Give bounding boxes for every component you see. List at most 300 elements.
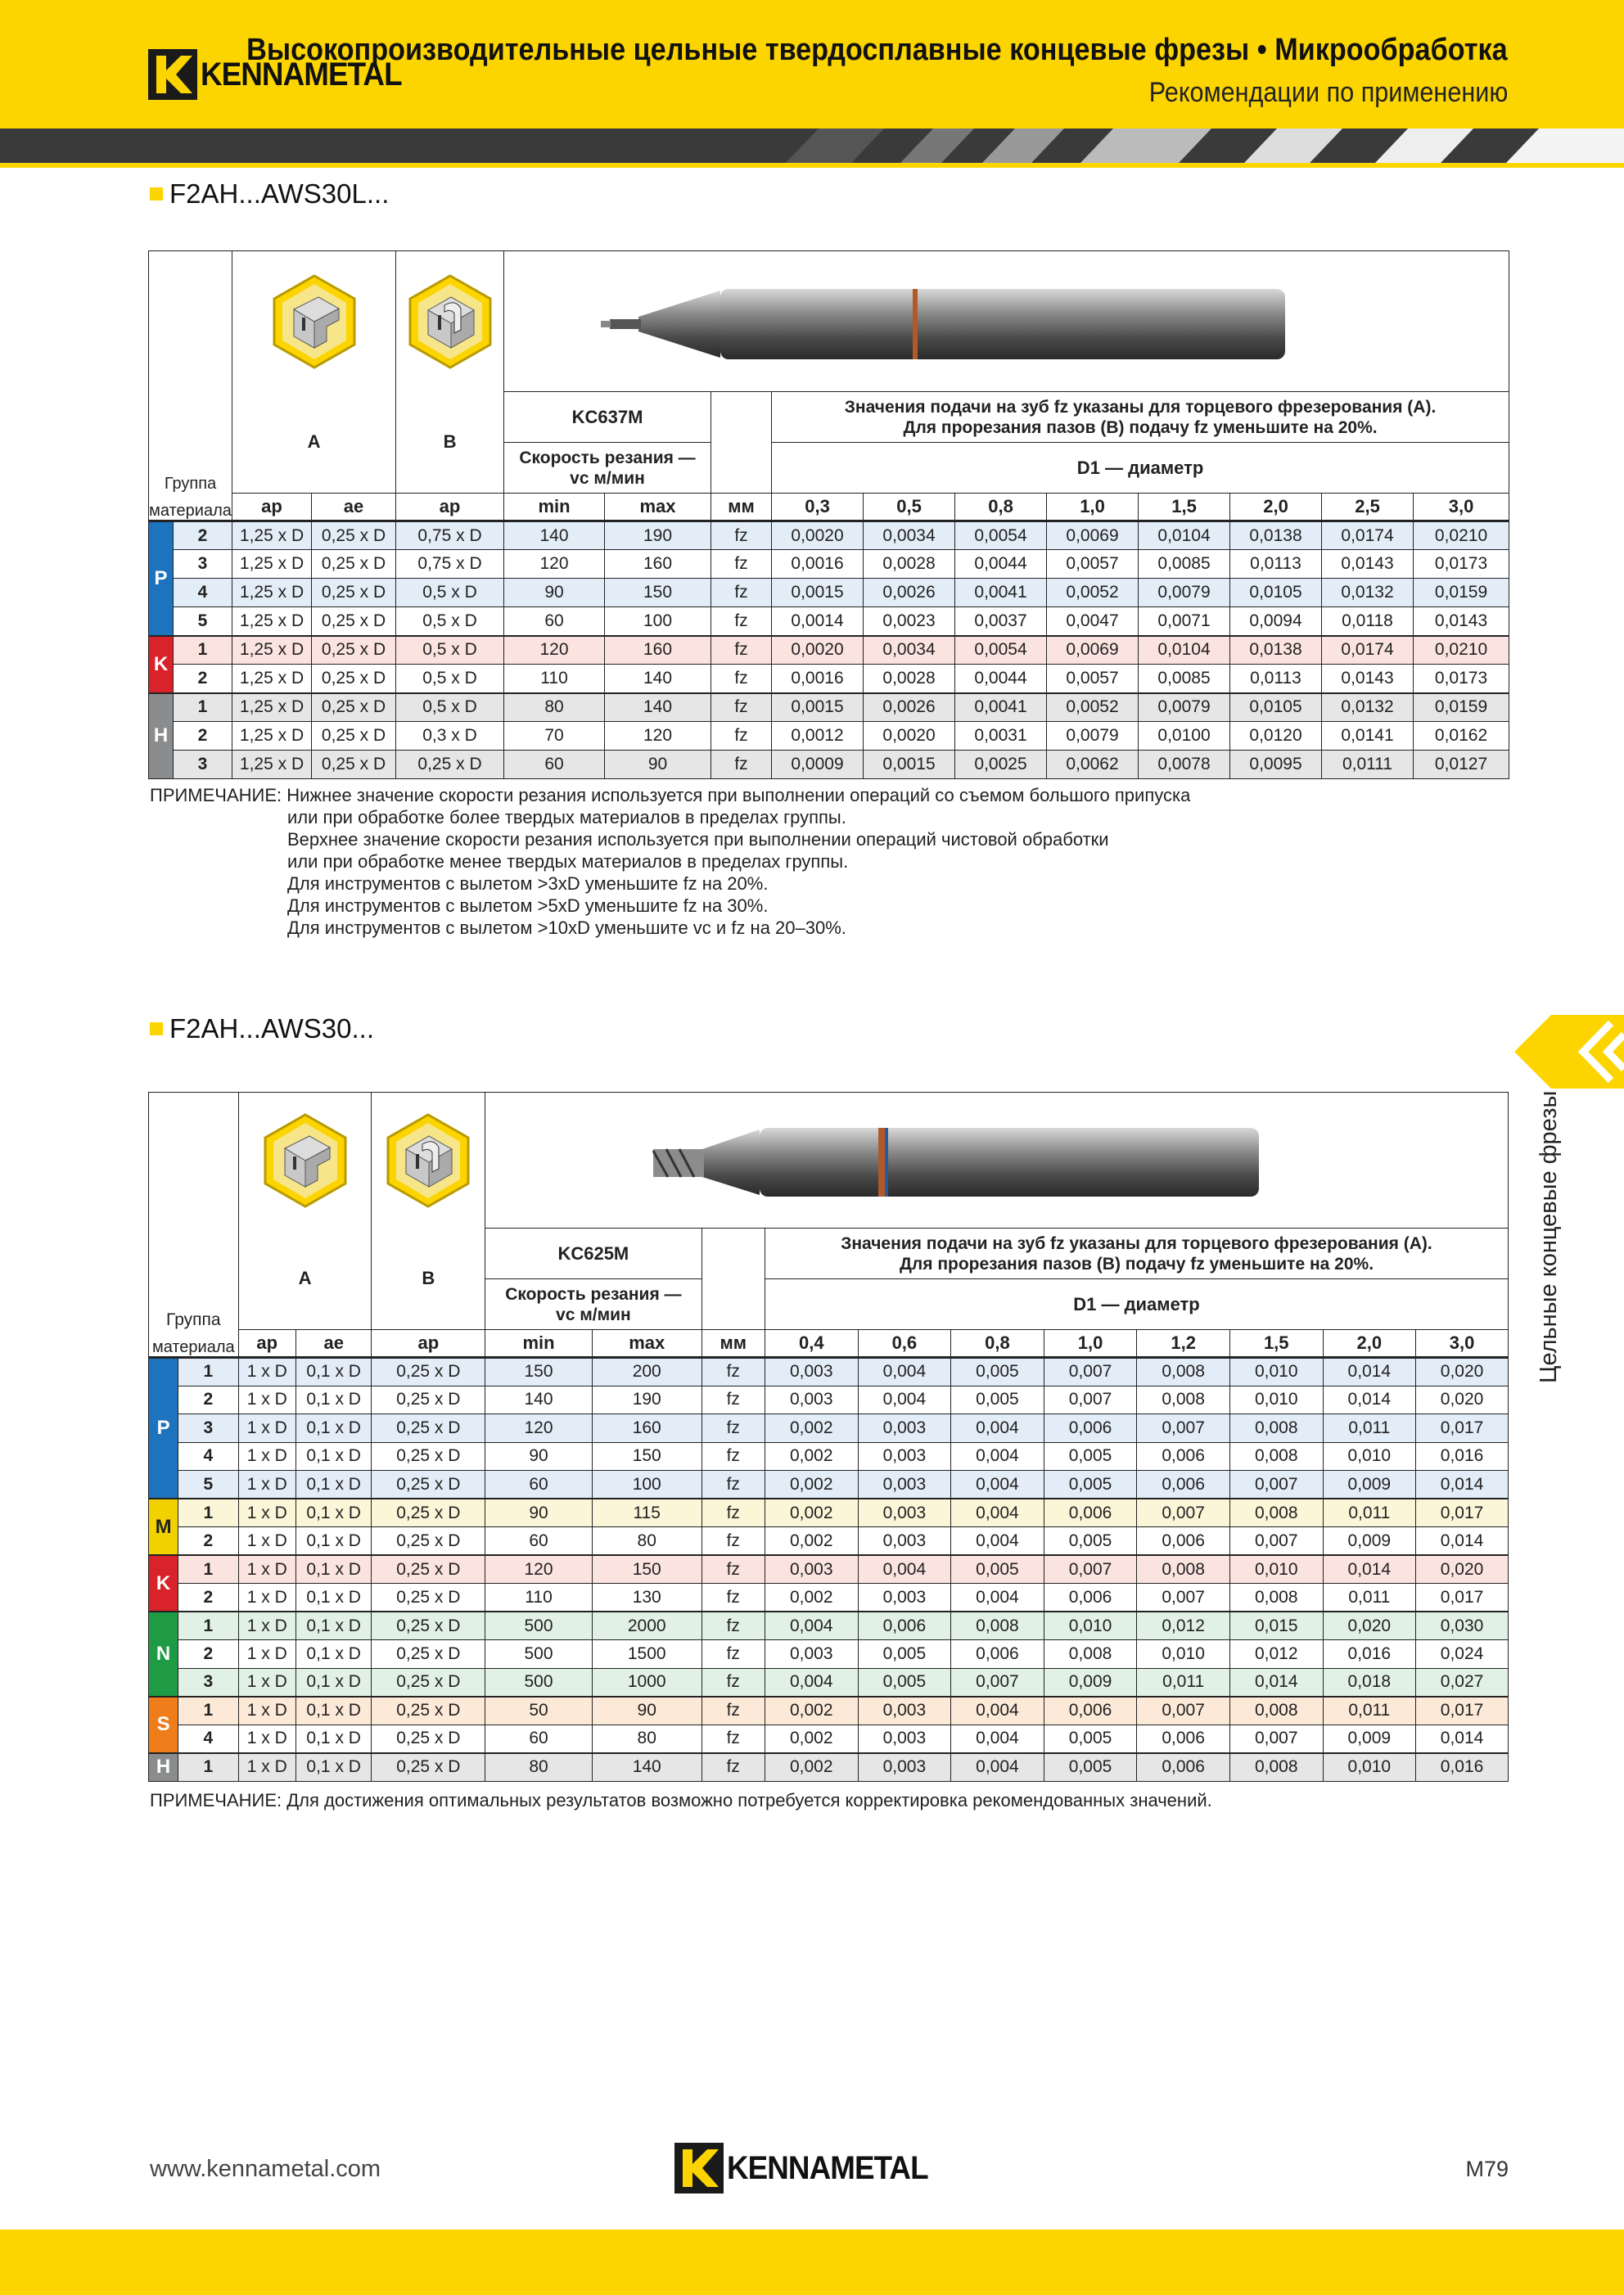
- vc-max: 100: [592, 1471, 701, 1499]
- fz-3: 0,006: [1044, 1499, 1137, 1527]
- material-group-S: S: [149, 1697, 178, 1753]
- fz-4: 0,0071: [1139, 607, 1230, 636]
- fz-7: 0,0173: [1414, 550, 1509, 579]
- fz-2: 0,004: [951, 1527, 1044, 1556]
- fz-4: 0,006: [1137, 1442, 1230, 1471]
- vc-min: 140: [485, 1386, 593, 1414]
- fz-3: 0,005: [1044, 1471, 1137, 1499]
- subgroup: 5: [174, 607, 232, 636]
- application-table-1: [148, 250, 1509, 779]
- table-row: [149, 1612, 1509, 1640]
- fz-4: 0,006: [1137, 1753, 1230, 1782]
- subgroup: 1: [178, 1697, 238, 1725]
- fz-5: 0,015: [1229, 1612, 1323, 1640]
- tool-image-cell: [485, 1093, 1509, 1229]
- note-2: [150, 1789, 1212, 1811]
- fz-3: 0,007: [1044, 1386, 1137, 1414]
- ap: 1 x D: [238, 1386, 295, 1414]
- col-A-header: A: [232, 392, 396, 494]
- group-label-top: [149, 251, 232, 494]
- ae: 0,1 x D: [295, 1499, 371, 1527]
- table-row: [149, 1527, 1509, 1556]
- fz-2: 0,0054: [955, 521, 1047, 550]
- unit: fz: [711, 607, 772, 636]
- fz-6: 0,0132: [1322, 579, 1414, 607]
- subgroup: 2: [174, 521, 232, 550]
- fz-4: 0,011: [1137, 1668, 1230, 1697]
- ap-slot: 0,25 x D: [372, 1668, 485, 1697]
- feed-note-line-2: Для прорезания пазов (B) подачу fz уменьшите на 20%.: [899, 1254, 1374, 1274]
- fz-2: 0,005: [951, 1555, 1044, 1584]
- vc-min: 500: [485, 1668, 593, 1697]
- vc-min: 80: [504, 693, 605, 722]
- fz-2: 0,004: [951, 1725, 1044, 1753]
- diameter-6: 2,0: [1323, 1330, 1416, 1358]
- apB-header: ap: [372, 1330, 485, 1358]
- vc-max: 100: [605, 607, 711, 636]
- unit: fz: [701, 1499, 765, 1527]
- vc-max: 190: [605, 521, 711, 550]
- vc-min: 110: [485, 1584, 593, 1612]
- ae: 0,25 x D: [312, 521, 396, 550]
- speed-header: Скорость резания — vc м/мин: [504, 443, 711, 494]
- table-row: [149, 722, 1509, 751]
- ap-slot: 0,25 x D: [372, 1584, 485, 1612]
- ap: 1,25 x D: [232, 693, 312, 722]
- ap-header: ap: [238, 1330, 295, 1358]
- ap-slot: 0,5 x D: [396, 636, 504, 665]
- ap: 1,25 x D: [232, 751, 312, 779]
- table-row: [149, 751, 1509, 779]
- fz-1: 0,005: [858, 1668, 951, 1697]
- ap-slot: 0,5 x D: [396, 665, 504, 693]
- ap: 1,25 x D: [232, 521, 312, 550]
- fz-1: 0,003: [858, 1697, 951, 1725]
- note-line: Верхнее значение скорости резания используется при выполнении операций чистовой обработки: [287, 829, 1109, 850]
- fz-6: 0,0141: [1322, 722, 1414, 751]
- fz-7: 0,0162: [1414, 722, 1509, 751]
- subgroup: 2: [178, 1527, 238, 1556]
- unit: fz: [701, 1668, 765, 1697]
- ap: 1 x D: [238, 1442, 295, 1471]
- ap-header: ap: [232, 494, 312, 521]
- fz-5: 0,0095: [1230, 751, 1322, 779]
- unit: fz: [711, 751, 772, 779]
- ap-slot: 0,5 x D: [396, 579, 504, 607]
- note-line: или при обработке менее твердых материалов в пределах группы.: [287, 851, 849, 872]
- header-stripe-accent: [0, 163, 1624, 168]
- vc-max: 80: [592, 1725, 701, 1753]
- ap-slot: 0,25 x D: [372, 1753, 485, 1782]
- vc-max: 90: [592, 1697, 701, 1725]
- section-title-2: [150, 1013, 374, 1044]
- fz-1: 0,0028: [864, 665, 955, 693]
- fz-3: 0,0079: [1047, 722, 1139, 751]
- fz-7: 0,017: [1416, 1414, 1509, 1443]
- k-logo-icon: [148, 49, 197, 100]
- table-row: [149, 636, 1509, 665]
- ap-slot: 0,25 x D: [372, 1499, 485, 1527]
- fz-4: 0,0100: [1139, 722, 1230, 751]
- apB-header: ap: [396, 494, 504, 521]
- fz-2: 0,0037: [955, 607, 1047, 636]
- vc-min: 70: [504, 722, 605, 751]
- diameter-7: 3,0: [1416, 1330, 1509, 1358]
- ap-slot: 0,25 x D: [372, 1471, 485, 1499]
- ae: 0,1 x D: [295, 1612, 371, 1640]
- ae: 0,1 x D: [295, 1640, 371, 1669]
- material-group-H: H: [149, 1753, 178, 1782]
- fz-2: 0,0025: [955, 751, 1047, 779]
- col-B-header: B: [396, 392, 504, 494]
- table-row: [149, 1358, 1509, 1386]
- section-title-text: F2AH...AWS30L...: [169, 178, 390, 209]
- subgroup: 1: [174, 636, 232, 665]
- unit: fz: [711, 550, 772, 579]
- note-line: ПРИМЕЧАНИЕ: Нижнее значение скорости резания используется при выполнении операций со съемом большого припуска: [150, 785, 1191, 805]
- fz-7: 0,0210: [1414, 521, 1509, 550]
- ae: 0,1 x D: [295, 1753, 371, 1782]
- fz-7: 0,024: [1416, 1640, 1509, 1669]
- vc-max: 150: [605, 579, 711, 607]
- unit: fz: [701, 1527, 765, 1556]
- vc-max: 160: [605, 550, 711, 579]
- diameter-1: 0,5: [864, 494, 955, 521]
- unit: fz: [701, 1753, 765, 1782]
- ap: 1 x D: [238, 1499, 295, 1527]
- group-label-bottom: [149, 494, 232, 521]
- vc-max: 140: [605, 665, 711, 693]
- fz-3: 0,007: [1044, 1555, 1137, 1584]
- ap-slot: 0,25 x D: [372, 1386, 485, 1414]
- vc-max: 140: [592, 1753, 701, 1782]
- fz-2: 0,004: [951, 1471, 1044, 1499]
- subgroup: 3: [178, 1668, 238, 1697]
- feed-note-line-1: Значения подачи на зуб fz указаны для торцевого фрезерования (A).: [844, 397, 1437, 417]
- footer-url[interactable]: www.kennametal.com: [150, 2156, 381, 2182]
- subgroup: 2: [178, 1640, 238, 1669]
- ap-slot: 0,5 x D: [396, 693, 504, 722]
- fz-1: 0,003: [858, 1442, 951, 1471]
- table-row: [149, 1697, 1509, 1725]
- table-row: [149, 550, 1509, 579]
- unit: fz: [701, 1612, 765, 1640]
- fz-2: 0,004: [951, 1442, 1044, 1471]
- diameter-3: 1,0: [1044, 1330, 1137, 1358]
- diameter-5: 1,5: [1229, 1330, 1323, 1358]
- fz-6: 0,0118: [1322, 607, 1414, 636]
- fz-0: 0,0012: [772, 722, 864, 751]
- vc-min: 500: [485, 1612, 593, 1640]
- diameter-7: 3,0: [1414, 494, 1509, 521]
- fz-3: 0,006: [1044, 1414, 1137, 1443]
- unit: fz: [701, 1697, 765, 1725]
- fz-6: 0,0143: [1322, 550, 1414, 579]
- fz-5: 0,007: [1229, 1725, 1323, 1753]
- vc-min: 60: [485, 1471, 593, 1499]
- fz-5: 0,0113: [1230, 665, 1322, 693]
- fz-5: 0,008: [1229, 1499, 1323, 1527]
- fz-4: 0,010: [1137, 1640, 1230, 1669]
- fz-6: 0,014: [1323, 1358, 1416, 1386]
- table-row: [149, 1414, 1509, 1443]
- fz-6: 0,020: [1323, 1612, 1416, 1640]
- unit: fz: [701, 1358, 765, 1386]
- fz-2: 0,004: [951, 1753, 1044, 1782]
- fz-6: 0,0111: [1322, 751, 1414, 779]
- fz-6: 0,011: [1323, 1584, 1416, 1612]
- fz-5: 0,010: [1229, 1555, 1323, 1584]
- fz-0: 0,0015: [772, 579, 864, 607]
- ae: 0,1 x D: [295, 1471, 371, 1499]
- grade-header: KC625M: [485, 1229, 701, 1279]
- note-line: Для инструментов с вылетом >3xD уменьшите fz на 20%.: [287, 873, 769, 894]
- ae: 0,1 x D: [295, 1725, 371, 1753]
- material-group-K: K: [149, 1555, 178, 1612]
- fz-7: 0,0159: [1414, 693, 1509, 722]
- vc-max: 150: [592, 1442, 701, 1471]
- fz-5: 0,014: [1229, 1668, 1323, 1697]
- table-row: [149, 693, 1509, 722]
- fz-1: 0,003: [858, 1499, 951, 1527]
- fz-0: 0,002: [765, 1697, 858, 1725]
- icon-cell-A: [238, 1093, 372, 1229]
- fz-2: 0,004: [951, 1414, 1044, 1443]
- table-row: [149, 1471, 1509, 1499]
- vc-max: 115: [592, 1499, 701, 1527]
- ap: 1,25 x D: [232, 550, 312, 579]
- fz-3: 0,006: [1044, 1584, 1137, 1612]
- fz-7: 0,0159: [1414, 579, 1509, 607]
- fz-0: 0,0016: [772, 665, 864, 693]
- fz-1: 0,003: [858, 1725, 951, 1753]
- table-row: [149, 1753, 1509, 1782]
- fz-2: 0,004: [951, 1584, 1044, 1612]
- subgroup: 2: [174, 722, 232, 751]
- subgroup: 1: [178, 1555, 238, 1584]
- fz-3: 0,005: [1044, 1527, 1137, 1556]
- table-row: [149, 579, 1509, 607]
- fz-6: 0,010: [1323, 1442, 1416, 1471]
- ap: 1 x D: [238, 1414, 295, 1443]
- fz-5: 0,008: [1229, 1753, 1323, 1782]
- vc-min: 120: [504, 636, 605, 665]
- side-tab-label: [1532, 1090, 1562, 1383]
- vc-min: 90: [485, 1499, 593, 1527]
- fz-4: 0,006: [1137, 1725, 1230, 1753]
- mm-header: мм: [701, 1330, 765, 1358]
- group-label-bottom: [149, 1330, 239, 1358]
- ap: 1 x D: [238, 1753, 295, 1782]
- face-milling-icon: [269, 273, 359, 371]
- blank-mm-header: [701, 1229, 765, 1330]
- fz-5: 0,0105: [1230, 693, 1322, 722]
- fz-1: 0,0026: [864, 693, 955, 722]
- fz-7: 0,017: [1416, 1697, 1509, 1725]
- ap: 1,25 x D: [232, 636, 312, 665]
- diameter-4: 1,5: [1139, 494, 1230, 521]
- feed-note-line-2: Для прорезания пазов (B) подачу fz уменьшите на 20%.: [903, 417, 1378, 437]
- section-title-1: [150, 178, 389, 210]
- fz-2: 0,008: [951, 1612, 1044, 1640]
- fz-7: 0,014: [1416, 1725, 1509, 1753]
- fz-1: 0,0034: [864, 636, 955, 665]
- fz-1: 0,003: [858, 1414, 951, 1443]
- fz-7: 0,0143: [1414, 607, 1509, 636]
- ae: 0,1 x D: [295, 1584, 371, 1612]
- fz-2: 0,0054: [955, 636, 1047, 665]
- fz-3: 0,0052: [1047, 579, 1139, 607]
- fz-1: 0,0034: [864, 521, 955, 550]
- ae: 0,25 x D: [312, 579, 396, 607]
- ae: 0,1 x D: [295, 1386, 371, 1414]
- ap-slot: 0,25 x D: [372, 1612, 485, 1640]
- vc-min: 120: [485, 1414, 593, 1443]
- ae: 0,25 x D: [312, 693, 396, 722]
- fz-6: 0,011: [1323, 1697, 1416, 1725]
- ap: 1 x D: [238, 1584, 295, 1612]
- vc-min: 60: [485, 1527, 593, 1556]
- note-line: Для инструментов с вылетом >5xD уменьшите fz на 30%.: [287, 895, 769, 916]
- diameter-6: 2,5: [1322, 494, 1414, 521]
- material-group-H: H: [149, 693, 174, 779]
- fz-0: 0,0020: [772, 636, 864, 665]
- unit: fz: [711, 722, 772, 751]
- vc-min: 110: [504, 665, 605, 693]
- note-line: Для инструментов с вылетом >10xD уменьшите vc и fz на 20–30%.: [287, 918, 846, 938]
- fz-0: 0,002: [765, 1753, 858, 1782]
- fz-5: 0,008: [1229, 1414, 1323, 1443]
- ae: 0,25 x D: [312, 751, 396, 779]
- fz-1: 0,006: [858, 1612, 951, 1640]
- fz-6: 0,014: [1323, 1555, 1416, 1584]
- ae: 0,1 x D: [295, 1414, 371, 1443]
- group-label-top: [149, 1093, 239, 1330]
- group-label-line-2: материала: [151, 1338, 235, 1356]
- unit: fz: [701, 1584, 765, 1612]
- vc-max: 160: [605, 636, 711, 665]
- fz-0: 0,0015: [772, 693, 864, 722]
- slot-milling-icon: [405, 273, 495, 371]
- fz-2: 0,0031: [955, 722, 1047, 751]
- fz-0: 0,002: [765, 1414, 858, 1443]
- material-group-P: P: [149, 1358, 178, 1499]
- diameter-5: 2,0: [1230, 494, 1322, 521]
- ae-header: ae: [312, 494, 396, 521]
- subgroup: 3: [174, 550, 232, 579]
- table-row: [149, 607, 1509, 636]
- ap-slot: 0,25 x D: [396, 751, 504, 779]
- fz-5: 0,0138: [1230, 636, 1322, 665]
- ap: 1,25 x D: [232, 607, 312, 636]
- vc-min: 120: [504, 550, 605, 579]
- fz-3: 0,005: [1044, 1442, 1137, 1471]
- fz-6: 0,011: [1323, 1499, 1416, 1527]
- fz-4: 0,008: [1137, 1386, 1230, 1414]
- ae: 0,1 x D: [295, 1527, 371, 1556]
- ae: 0,25 x D: [312, 636, 396, 665]
- grade-header: KC637M: [504, 392, 711, 443]
- min-header: min: [485, 1330, 593, 1358]
- feed-note-line-1: Значения подачи на зуб fz указаны для торцевого фрезерования (A).: [841, 1233, 1432, 1253]
- subgroup: 3: [178, 1414, 238, 1443]
- tool-image-cell: [504, 251, 1509, 392]
- fz-5: 0,007: [1229, 1527, 1323, 1556]
- fz-4: 0,0104: [1139, 636, 1230, 665]
- vc-max: 200: [592, 1358, 701, 1386]
- table-row: [149, 1499, 1509, 1527]
- subgroup: 1: [174, 693, 232, 722]
- subgroup: 4: [178, 1725, 238, 1753]
- fz-5: 0,012: [1229, 1640, 1323, 1669]
- fz-5: 0,0120: [1230, 722, 1322, 751]
- fz-3: 0,0069: [1047, 521, 1139, 550]
- fz-7: 0,020: [1416, 1358, 1509, 1386]
- table-row: [149, 1442, 1509, 1471]
- side-tab-chevron-icon: [1514, 1015, 1624, 1089]
- note-1: [150, 784, 1190, 939]
- ap: 1 x D: [238, 1640, 295, 1669]
- ae: 0,25 x D: [312, 665, 396, 693]
- fz-4: 0,008: [1137, 1555, 1230, 1584]
- fz-0: 0,002: [765, 1725, 858, 1753]
- fz-3: 0,005: [1044, 1725, 1137, 1753]
- icon-cell-B: [372, 1093, 485, 1229]
- fz-5: 0,008: [1229, 1442, 1323, 1471]
- table-row: [149, 1725, 1509, 1753]
- fz-1: 0,003: [858, 1584, 951, 1612]
- subgroup: 2: [178, 1386, 238, 1414]
- unit: fz: [711, 665, 772, 693]
- feed-note-header: [765, 1229, 1508, 1279]
- fz-4: 0,007: [1137, 1584, 1230, 1612]
- fz-1: 0,004: [858, 1358, 951, 1386]
- ap-slot: 0,25 x D: [372, 1442, 485, 1471]
- diameter-0: 0,3: [772, 494, 864, 521]
- fz-2: 0,007: [951, 1668, 1044, 1697]
- fz-7: 0,030: [1416, 1612, 1509, 1640]
- fz-0: 0,003: [765, 1386, 858, 1414]
- ap: 1,25 x D: [232, 579, 312, 607]
- fz-7: 0,014: [1416, 1527, 1509, 1556]
- col-A-header: A: [238, 1229, 372, 1330]
- ap: 1 x D: [238, 1697, 295, 1725]
- unit: fz: [701, 1414, 765, 1443]
- ap-slot: 0,25 x D: [372, 1358, 485, 1386]
- ap-slot: 0,5 x D: [396, 607, 504, 636]
- fz-1: 0,004: [858, 1555, 951, 1584]
- diameter-header: D1 — диаметр: [772, 443, 1509, 494]
- fz-1: 0,005: [858, 1640, 951, 1669]
- fz-0: 0,002: [765, 1499, 858, 1527]
- fz-3: 0,0047: [1047, 607, 1139, 636]
- unit: fz: [711, 579, 772, 607]
- ae: 0,1 x D: [295, 1555, 371, 1584]
- unit: fz: [711, 636, 772, 665]
- ap: 1 x D: [238, 1555, 295, 1584]
- max-header: max: [592, 1330, 701, 1358]
- fz-5: 0,0113: [1230, 550, 1322, 579]
- table-row: [149, 1555, 1509, 1584]
- ap-slot: 0,25 x D: [372, 1697, 485, 1725]
- fz-5: 0,010: [1229, 1386, 1323, 1414]
- fz-4: 0,0085: [1139, 665, 1230, 693]
- fz-3: 0,005: [1044, 1753, 1137, 1782]
- side-tab-text: Цельные концевые фрезы: [1536, 1090, 1562, 1383]
- fz-4: 0,0079: [1139, 579, 1230, 607]
- fz-4: 0,012: [1137, 1612, 1230, 1640]
- ap-slot: 0,25 x D: [372, 1725, 485, 1753]
